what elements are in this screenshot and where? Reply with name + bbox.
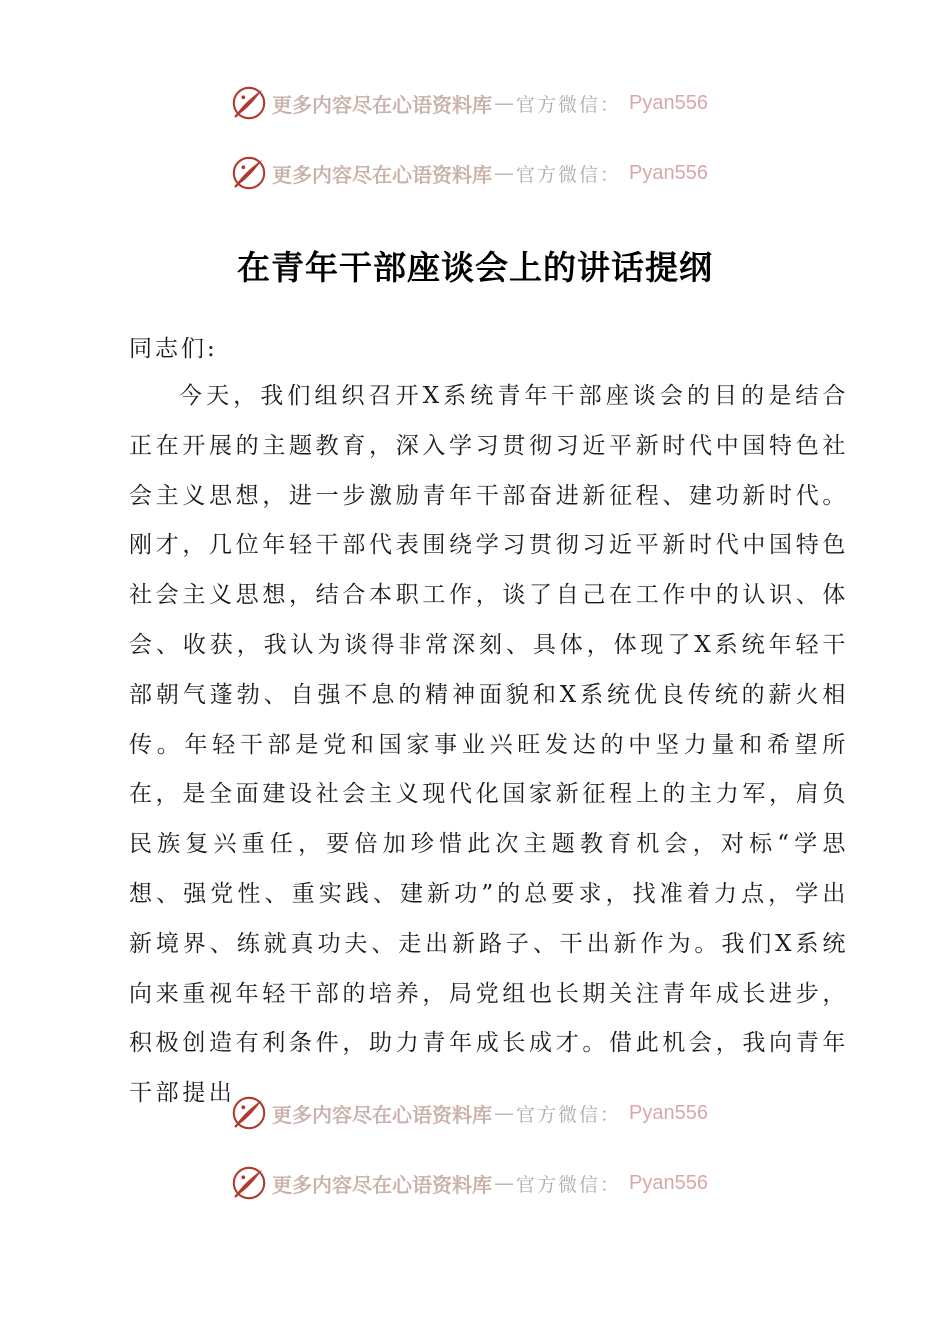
watermark-promo-text: 更多内容尽在心语资料库 (272, 162, 492, 187)
quill-logo-icon (230, 84, 268, 122)
quill-logo-icon (230, 1164, 268, 1202)
watermark-banner-bottom-1 (230, 1093, 708, 1133)
quill-logo-icon (230, 1094, 268, 1132)
watermark-promo-text: 更多内容尽在心语资料库 (272, 1102, 492, 1127)
watermark-wechat-id: Pyan556 (629, 1101, 708, 1124)
watermark-separator: — (494, 161, 514, 185)
watermark-wechat-label: 官方微信： (516, 1103, 622, 1126)
document-title: 在青年干部座谈会上的讲话提纲 (237, 248, 713, 287)
watermark-wechat-label: 官方微信： (516, 163, 622, 186)
watermark-separator: — (494, 91, 514, 115)
watermark-banner-bottom-2 (230, 1163, 708, 1203)
watermark-banner-top-1 (230, 83, 708, 123)
watermark-wechat-id: Pyan556 (629, 161, 708, 184)
document-greeting: 同志们: (129, 336, 218, 362)
watermark-promo-text: 更多内容尽在心语资料库 (272, 1172, 492, 1197)
watermark-wechat-id: Pyan556 (629, 91, 708, 114)
watermark-separator: — (494, 1101, 514, 1125)
watermark-promo-text: 更多内容尽在心语资料库 (272, 92, 492, 117)
watermark-wechat-id: Pyan556 (629, 1171, 708, 1194)
watermark-separator: — (494, 1171, 514, 1195)
document-body-paragraph: 今天，我们组织召开X系统青年干部座谈会的目的是结合正在开展的主题教育，深入学习贯彻习近平新时代中国特色社会主义思想，进一步激励青年干部奋进新征程、建功新时代。刚才，几位年轻干部代表围绕学习贯彻习近平新时代中国特色社会主义思想，结合本职工作，谈了自己在工作中的认识、体会、收获，我认为谈得非常深刻、具体，体现了X系统年轻干部朝气蓬勃、自强不息的精神面貌和X系统优良传统的薪火相传。年轻干部是党和国家事业兴旺发达的中坚力量和希望所在，是全面建设社会主义现代化国家新征程上的主力军，肩负民族复兴重任，要倍加珍惜此次主题教育机会，对标“学思想、强党性、重实践、建新功”的总要求，找准着力点，学出新境界、练就真功夫、走出新路子、干出新作为。我们X系统向来重视年轻干部的培养，局党组也长期关注青年成长进步，积极创造有利条件，助力青年成长成才。借此机会，我向青年干部提出 (129, 383, 849, 1107)
watermark-wechat-label: 官方微信： (516, 1173, 622, 1196)
quill-logo-icon (230, 154, 268, 192)
watermark-banner-top-2 (230, 153, 708, 193)
watermark-wechat-label: 官方微信： (516, 93, 622, 116)
